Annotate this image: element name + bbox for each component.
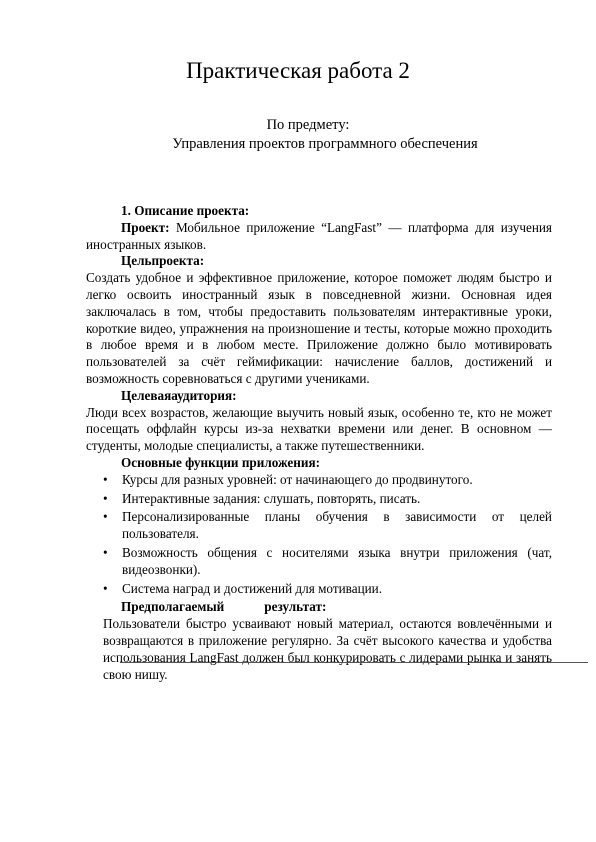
bullet-icon: • <box>103 490 108 506</box>
list-item-text: Система наград и достижений для мотивации. <box>122 580 383 596</box>
bullet-icon: • <box>103 544 108 560</box>
functions-list <box>86 472 552 598</box>
project-paragraph <box>86 220 552 254</box>
list-item-text: Интерактивные задания: слушать, повторять, писать. <box>122 490 421 506</box>
subject-label: По предмету: <box>266 117 350 133</box>
result-text: Пользователи быстро усваивают новый материал, остаются вовлечёнными и возвращаются в приложение регулярно. За счёт высокого качества и удобства использования LangFast должен был конкурировать с лидерами рынка и занять свою нишу. <box>103 616 552 682</box>
result-heading-part2: результат: <box>264 599 327 615</box>
list-item-text: Курсы для разных уровней: от начинающего до продвинутого. <box>122 471 473 487</box>
document-title: Практическая работа 2 <box>186 58 410 83</box>
subject-name: Управления проектов программного обеспечения <box>172 136 478 152</box>
section-heading-description: 1. Описание проекта: <box>121 203 250 218</box>
section-heading-audience: Целеваяаудитория: <box>121 387 237 403</box>
list-item-text: Персонализированные планы обучения в зависимости от целей пользователя. <box>122 509 552 542</box>
list-item-text: Возможность общения с носителями языка внутри приложения (чат, видеозвонки). <box>122 544 552 577</box>
bullet-icon: • <box>103 471 108 487</box>
list-item <box>86 581 552 598</box>
list-item <box>86 491 552 508</box>
project-text: Мобильное приложение “LangFast” — платформа для изучения иностранных языков. <box>86 219 553 252</box>
bullet-icon: • <box>103 580 108 596</box>
list-item <box>86 509 552 543</box>
bullet-icon: • <box>103 509 108 525</box>
list-item <box>86 545 552 579</box>
goal-text: Создать удобное и эффективное приложение, которое поможет людям быстро и легко освоить иностранный язык в повседневной жизни. Основная идея заключалась в том, чтобы предоставить пользователям интерактивные уроки, короткие видео, упражнения на произношение и тесты, которые можно проходить в любое время и в любом месте. Приложение должно было мотивировать пользователей за счёт геймификации: начисление баллов, достижений и возможность соревноваться с другими учениками. <box>86 270 552 386</box>
result-heading-part1: Предполагаемый <box>121 599 225 615</box>
section-heading-goal: Цельпроекта: <box>121 253 205 269</box>
audience-text: Люди всех возрастов, желающие выучить новый язык, особенно те, кто не может посещать оффлайн курсы из-за нехватки времени или денег. В основном — студенты, молодые специалисты, а также путешественники. <box>86 404 552 454</box>
document-body <box>86 203 552 683</box>
section-heading-result <box>86 599 552 616</box>
list-item <box>86 472 552 489</box>
horizontal-rule <box>120 662 588 663</box>
section-heading-functions: Основные функции приложения: <box>121 454 320 470</box>
project-label: Проект: <box>121 219 170 235</box>
